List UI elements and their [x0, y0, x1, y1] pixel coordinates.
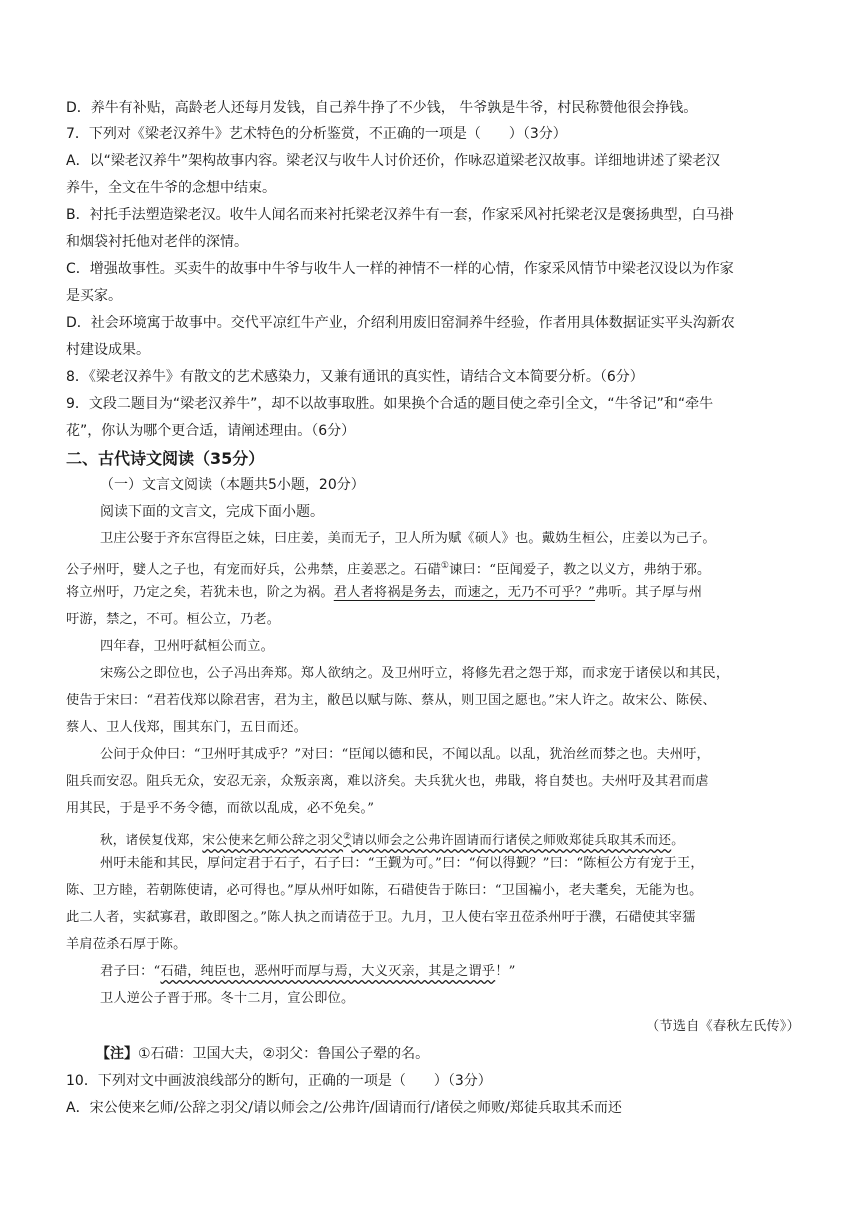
passage-p7: 君子曰：“石碏，纯臣也，恶州吁而厚与焉，大义灭亲，其是之谓乎！”: [100, 964, 516, 979]
passage-p3-line3: 蔡人、卫人伐郑，围其东门，五日而还。: [66, 720, 307, 735]
q8-stem: 8．《梁老汉养牛》有散文的艺术感染力，又兼有通讯的真实性，请结合文本简要分析。（6分）: [66, 369, 644, 385]
passage-p5: 秋，诸侯复伐郑，宋公使来乞师公辞之羽父②请以师会之公弗许固请而行诸侯之师败郑徒兵取其禾而还。: [100, 832, 685, 848]
q7-option-a-line1: A．以“梁老汉养牛”架构故事内容。梁老汉与收牛人讨价还价，作咏忍道梁老汉故事。详细地讲述了梁老汉: [66, 153, 721, 169]
passage-p6-line2: 陈、卫方睦，若朝陈使请，必可得也。”厚从州吁如陈，石碏使告于陈曰：“卫国褊小，老夫耄矣，无能为也。: [66, 883, 703, 898]
passage-source: （节选自《春秋左氏传》）: [645, 1019, 800, 1034]
q10-option-a: A．宋公使来乞师/公辞之羽父/请以师会之/公弗许/固请而行/诸侯之师败/郑徒兵取其禾而还: [66, 1100, 622, 1116]
q7-option-d-line1: D．社会环境寓于故事中。交代平凉红牛产业，介绍利用废旧窑洞养牛经验，作者用具体数据证实平头沟新农: [66, 315, 735, 331]
q7-option-b-line2: 和烟袋衬托他对老伴的深情。: [66, 234, 248, 250]
passage-p4-line3: 用其民，于是乎不务令德，而欲以乱成，必不免矣。”: [66, 801, 375, 816]
q7-stem: 7．下列对《梁老汉养牛》艺术特色的分析鉴赏，不正确的一项是（ ）（3分）: [66, 126, 567, 142]
q7-option-a-line2: 养牛，全文在牛爷的念想中结束。: [66, 180, 276, 196]
q7-option-c-line1: C．增强故事性。买卖牛的故事中牛爷与收牛人一样的神情不一样的心情，作家采风情节中梁老汉设以为作家: [66, 261, 734, 277]
q7-option-b-line1: B．衬托手法塑造梁老汉。收牛人闻名而来衬托梁老汉养牛有一套，作家采风衬托梁老汉是褒扬典型，白马褂: [66, 207, 734, 223]
passage-p3-line2: 使告于宋曰：“君若伐郑以除君害，君为主，敝邑以赋与陈、蔡从，则卫国之愿也。”宋人许之。故宋公、陈侯、: [66, 693, 716, 708]
q9-line1: 9．文段二题目为“梁老汉养牛”，却不以故事取胜。如果换个合适的题目使之牵引全文，“牛爷记”和“牵牛: [66, 396, 714, 412]
q9-line2: 花”，你认为哪个更合适，请阐述理由。（6分）: [66, 423, 356, 439]
passage-p1-line2: 公子州吁，嬖人之子也，有宠而好兵，公弗禁，庄姜恶之。石碏①谏曰：“臣闻爱子，教之以义方，弗纳于邪。: [66, 561, 711, 578]
wavy-underlined-sentence: 宋公使来乞师公辞之羽父: [202, 832, 344, 848]
underlined-sentence-1: 君人者将祸是务去，而速之，无乃不可乎？”: [333, 585, 596, 600]
q10-stem: 10．下列对文中画波浪线部分的断句，正确的一项是（ ）（3分）: [66, 1073, 492, 1089]
passage-p3-line1: 宋殇公之即位也，公子冯出奔郑。郑人欲纳之。及卫州吁立，将修先君之怨于郑，而求宠于诸侯以和其民，: [100, 666, 730, 681]
section-title: 二、古代诗文阅读（35分）: [66, 449, 265, 468]
q6-option-d: D．养牛有补贴，高龄老人还每月发钱，自己养牛挣了不少钱， 牛爷孰是牛爷，村民称赞他很会挣钱。: [66, 100, 698, 116]
passage-p2: 四年春，卫州吁弑桓公而立。: [100, 639, 275, 654]
passage-p4-line2: 阻兵而安忍。阻兵无众，安忍无亲，众叛亲离，难以济矣。夫兵犹火也，弗戢，将自焚也。夫州吁及其君而虐: [66, 774, 709, 789]
passage-p8: 卫人逆公子晋于邢。冬十二月，宣公即位。: [100, 991, 355, 1006]
q7-option-d-line2: 村建设成果。: [66, 342, 150, 358]
passage-p1-line1: 卫庄公娶于齐东宫得臣之妹，曰庄姜，美而无子，卫人所为赋《硕人》也。戴妫生桓公，庄姜以为己子。: [100, 531, 716, 546]
subsection-title: （一）文言文阅读（本题共5小题，20分）: [100, 477, 365, 493]
passage-p6-line3: 此二人者，实弑寡君，敢即图之。”陈人执之而请莅于卫。九月，卫人使右宰丑莅杀州吁于濮，石碏使其宰獳: [66, 910, 696, 925]
wavy-underlined-sentence-2: 石碏，纯臣也，恶州吁而厚与焉，大义灭亲，其是之谓乎: [160, 964, 496, 979]
reading-instruction: 阅读下面的文言文，完成下面小题。: [100, 504, 324, 520]
passage-p1-line3: 将立州吁，乃定之矣，若犹未也，阶之为祸。君人者将祸是务去，而速之，无乃不可乎？”弗听。其子厚与州: [66, 585, 703, 600]
passage-p6-line1: 州吁未能和其民，厚问定君于石子，石子曰：“王觐为可。”曰：“何以得觐？”曰：“陈桓公方有宠于王，: [100, 856, 704, 871]
q7-option-c-line2: 是买家。: [66, 288, 122, 304]
passage-p1-line4: 吁游，禁之，不可。桓公立，乃老。: [66, 612, 281, 627]
passage-p4-line1: 公问于众仲曰：“卫州吁其成乎？”对曰：“臣闻以德和民，不闻以乱。以乱，犹治丝而棼之也。夫州吁，: [100, 747, 710, 762]
passage-p6-line4: 羊肩莅杀石厚于陈。: [66, 937, 187, 952]
footnote: 【注】①石碏：卫国大夫，②羽父：鲁国公子翚的名。: [96, 1046, 430, 1062]
